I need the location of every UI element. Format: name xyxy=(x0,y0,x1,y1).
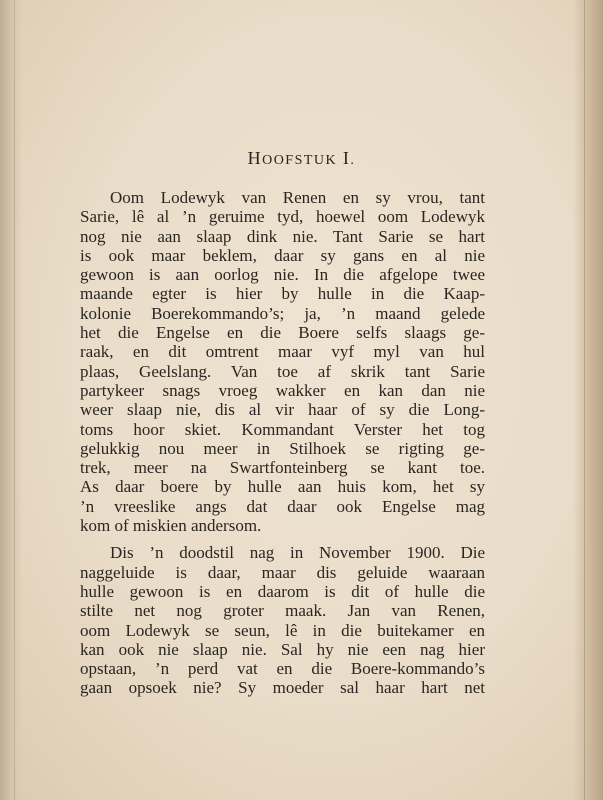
text-line: nog nie aan slaap dink nie. Tant Sarie se hart xyxy=(80,226,485,246)
text-line: kom of miskien andersom. xyxy=(80,516,262,536)
text-line: naggeluide is daar, maar dis geluide waaraan xyxy=(80,562,485,582)
text-line: Dis ’n doodstil nag in November 1900. Die xyxy=(110,543,485,563)
text-line: het die Engelse en die Boere selfs slaags ge- xyxy=(80,323,485,343)
text-line: kan ook nie slaap nie. Sal hy nie een nag hier xyxy=(80,639,485,659)
text-line: is ook maar beklem, daar sy gans en al nie xyxy=(80,245,485,265)
text-line: Sarie, lê al ’n geruime tyd, hoewel oom Lodewyk xyxy=(80,207,485,227)
text-line: weer slaap nie, dis al vir haar of sy die Long- xyxy=(80,400,485,420)
text-line: hulle gewoon is en daarom is dit of hulle die xyxy=(80,581,485,601)
text-line: toms hoor skiet. Kommandant Verster het tog xyxy=(80,419,485,439)
text-line: opstaan, ’n perd vat en die Boere-kommando’s xyxy=(80,659,485,679)
text-line: plaas, Geelslang. Van toe af skrik tant Sarie xyxy=(80,361,485,381)
spine-edge xyxy=(14,0,15,800)
page-edge xyxy=(573,0,603,800)
text-line: gelukkig nou meer in Stilhoek se rigting ge- xyxy=(80,438,485,458)
body-text xyxy=(80,188,485,698)
text-line: oom Lodewyk se seun, lê in die buitekamer en xyxy=(80,620,485,640)
text-line: trek, meer na Swartfonteinberg se kant toe. xyxy=(80,458,485,478)
paragraph-gap xyxy=(80,535,485,543)
text-line: maande egter is hier by hulle in die Kaap- xyxy=(80,284,485,304)
text-line: kolonie Boerekommando’s; ja, ’n maand gelede xyxy=(80,303,485,323)
chapter-heading: HOOFSTUK I. xyxy=(247,148,356,168)
text-line: raak, en dit omtrent maar vyf myl van hul xyxy=(80,342,485,362)
text-line: partykeer snags vroeg wakker en kan dan nie xyxy=(80,380,485,400)
text-line: As daar boere by hulle aan huis kom, het sy xyxy=(80,477,485,497)
paragraph-1 xyxy=(80,188,485,535)
text-line: stilte net nog groter maak. Jan van Renen, xyxy=(80,601,485,621)
text-line: ’n vreeslike angs dat daar ook Engelse mag xyxy=(80,496,485,516)
text-line: Oom Lodewyk van Renen en sy vrou, tant xyxy=(110,188,485,207)
page-edge-line xyxy=(584,0,585,800)
spine-shadow xyxy=(0,0,22,800)
text-line: gewoon is aan oorlog nie. In die afgelope twee xyxy=(80,265,485,285)
text-line: gaan opsoek nie? Sy moeder sal haar hart net xyxy=(80,678,485,698)
paragraph-2 xyxy=(80,543,485,697)
